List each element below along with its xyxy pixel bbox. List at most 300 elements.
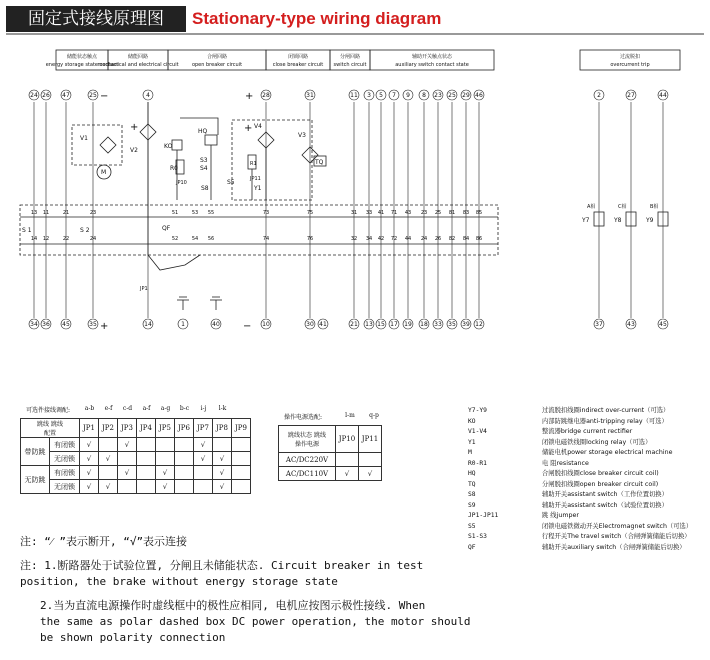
svg-text:24: 24	[30, 92, 38, 99]
terminal-top-27	[626, 90, 636, 100]
note-1-cn: 注: 1.断路器处于试验位置, 分闸且未储能状态. Circuit breaker in test	[20, 559, 424, 572]
mark-2-3	[137, 466, 156, 480]
note-symbols: 注: “⁄ ”表示断开, “√”表示连接	[20, 535, 188, 548]
pmark-1-1: √	[359, 467, 382, 481]
terminal-bot-37	[594, 319, 604, 329]
label-jp11: JP11	[250, 176, 261, 182]
title-en: Stationary-type wiring diagram	[192, 9, 442, 28]
svg-text:12: 12	[475, 321, 483, 328]
terminal-top-25b	[447, 90, 457, 100]
svg-text:7: 7	[392, 92, 396, 99]
label-y1: Y1	[254, 185, 262, 192]
mark-1-1: √	[99, 452, 118, 466]
terminal-bot-10	[261, 319, 271, 329]
terminal-bot-35b	[447, 319, 457, 329]
legend-desc: 闭锁电磁铁微动开关Electromagnet switch（可选）	[542, 522, 693, 530]
section-en-2: open breaker circuit	[191, 62, 243, 68]
svg-text:13: 13	[365, 321, 373, 328]
terminal-bot-35a	[88, 319, 98, 329]
legend-row	[468, 501, 692, 512]
mark-0-1	[99, 438, 118, 452]
aux-bot-10: 24	[420, 236, 428, 242]
jp-head-7: JP8	[213, 419, 232, 438]
svg-text:29: 29	[462, 92, 470, 99]
mark-2-0: √	[80, 466, 99, 480]
legend-code: R0-R1	[468, 459, 487, 467]
aux-top-5: 31	[350, 210, 358, 216]
aux-top-8: 71	[390, 210, 398, 216]
svg-text:17: 17	[390, 321, 398, 328]
svg-text:23: 23	[434, 92, 442, 99]
mark-1-6: √	[194, 452, 213, 466]
svg-text:10: 10	[262, 321, 270, 328]
aux-top-1: 53	[191, 210, 199, 216]
label-s8: S8	[201, 185, 209, 192]
legend-code: Y1	[468, 438, 476, 446]
legend-desc: 行程开关The travel switch（合闸弹簧储能后切换）	[542, 533, 691, 540]
terminal-top-3	[364, 90, 374, 100]
svg-text:46: 46	[475, 92, 483, 99]
section-cn-0: 储能状态触点	[66, 54, 98, 60]
s-bot-1: 12	[42, 236, 50, 242]
power-table-title: 操作电源选配:	[284, 414, 323, 421]
terminal-top-44	[658, 90, 668, 100]
mark-3-0: √	[80, 480, 99, 494]
coil-hq	[205, 135, 217, 145]
mark-2-5	[175, 466, 194, 480]
legend-code: S1-S3	[468, 533, 487, 540]
mark-2-8	[232, 466, 251, 480]
s-bot-2: 22	[62, 236, 70, 242]
svg-text:11: 11	[350, 92, 358, 99]
mark-3-1: √	[99, 480, 118, 494]
pjp-1: JP11	[359, 426, 382, 453]
title-cn: 固定式接线原理图	[6, 6, 186, 32]
sign-minus-25: −	[100, 91, 109, 102]
aux-top-11: 25	[434, 210, 442, 216]
mark-0-4	[156, 438, 175, 452]
terminal-bot-43	[626, 319, 636, 329]
aux-bot-2: 56	[207, 236, 215, 242]
group-0: 带防跳	[21, 438, 50, 466]
sub-1: 无闭锁	[50, 452, 80, 466]
label-hq: HQ	[198, 128, 208, 135]
pcode-1: q-p	[369, 412, 379, 419]
terminal-bot-36	[41, 319, 51, 329]
svg-text:34: 34	[30, 321, 38, 328]
power-row-1: AC/DC110V	[279, 467, 336, 481]
label-ko: KO	[164, 143, 173, 150]
aux-bot-11: 26	[434, 236, 442, 242]
svg-text:30: 30	[306, 321, 314, 328]
svg-text:4: 4	[146, 92, 150, 99]
aux-top-0: 51	[171, 210, 179, 216]
sign-plus-v2: +	[130, 122, 139, 133]
terminal-top-9	[403, 90, 413, 100]
mark-2-6	[194, 466, 213, 480]
note-2-cn: 2.当为直流电源操作时虚线框中的极性应相同, 电机应按图示极性接线. When	[40, 599, 426, 612]
svg-text:43: 43	[627, 321, 635, 328]
aux-top-6: 33	[365, 210, 373, 216]
s-top-2: 21	[62, 210, 70, 216]
terminal-wires	[34, 102, 663, 318]
table-row	[279, 453, 382, 467]
table-row	[279, 467, 382, 481]
mark-2-1	[99, 466, 118, 480]
aux-top-7: 41	[377, 210, 385, 216]
legend-desc: 跳 线jumper	[542, 512, 579, 519]
section-en-1: mechanical and electrical circuit	[97, 62, 179, 68]
legend-code: QF	[468, 543, 476, 551]
svg-text:1: 1	[181, 321, 185, 328]
jumper-head2: 配置	[43, 430, 56, 437]
legend-desc: 电 阻resistance	[542, 459, 589, 467]
note-2-en2: be shown polarity connection	[40, 631, 226, 644]
sub-3: 无闭锁	[50, 480, 80, 494]
sign-plus-v4: +	[244, 123, 253, 134]
legend-desc: 内部防跳继电器anti-tripping relay（可选）	[542, 417, 668, 425]
terminal-top-7	[389, 90, 399, 100]
terminal-bot-34	[29, 319, 39, 329]
mark-3-8	[232, 480, 251, 494]
mark-0-0: √	[80, 438, 99, 452]
rectifier-v1	[100, 137, 116, 153]
terminal-bot-30	[305, 319, 315, 329]
svg-text:35: 35	[448, 321, 456, 328]
terminal-top-8	[419, 90, 429, 100]
aux-bot-4: 76	[306, 236, 314, 242]
terminal-top-24	[29, 90, 39, 100]
jp-head-3: JP4	[137, 419, 156, 438]
legend-desc: 合闸脱扣线圈close breaker circuit coil)	[542, 470, 659, 477]
jumper-head	[21, 419, 80, 438]
legend-row	[468, 522, 692, 533]
aux-top-13: 83	[462, 210, 470, 216]
svg-text:33: 33	[434, 321, 442, 328]
svg-text:31: 31	[306, 92, 314, 99]
svg-text:2: 2	[597, 92, 601, 99]
label-v1: V1	[80, 135, 88, 142]
svg-text:44: 44	[659, 92, 667, 99]
terminal-top-46	[474, 90, 484, 100]
jp-head-8: JP9	[232, 419, 251, 438]
legend-row	[468, 406, 692, 417]
section-en-6: overcurrent trip	[610, 62, 650, 68]
svg-text:47: 47	[62, 92, 70, 99]
svg-text:18: 18	[420, 321, 428, 328]
relay-ko	[172, 140, 182, 150]
label-y7: Y7	[582, 217, 590, 224]
legend-code: HQ	[468, 470, 476, 477]
terminal-bot-14	[143, 319, 153, 329]
aux-bot-13: 84	[462, 236, 470, 242]
aux-bot-1: 54	[191, 236, 199, 242]
group-1: 无防跳	[21, 466, 50, 494]
legend-code: TQ	[468, 480, 476, 488]
section-cn-3: 闭锁回路	[287, 54, 309, 60]
legend-code: KO	[468, 417, 476, 425]
s-bot-0: 14	[30, 236, 38, 242]
sign-plus-35: +	[100, 321, 109, 332]
legend-row	[468, 448, 692, 459]
svg-text:19: 19	[404, 321, 412, 328]
label-v4: V4	[254, 123, 262, 130]
legend-desc: 辅助开关assistant switch（工作位置切换）	[542, 491, 668, 498]
label-phase-b: B相	[650, 204, 659, 210]
legend-desc: 过流脱扣线圈indirect over-current（可选）	[542, 407, 670, 414]
aux-bot-14: 86	[475, 236, 483, 242]
power-head1: 跳线状态 跳线	[288, 432, 326, 439]
terminal-top-29	[461, 90, 471, 100]
terminal-bot-40	[211, 319, 221, 329]
svg-text:21: 21	[350, 321, 358, 328]
mark-3-5	[175, 480, 194, 494]
svg-text:14: 14	[144, 321, 152, 328]
label-m: M	[101, 169, 107, 176]
label-s4: S4	[200, 165, 208, 172]
power-codes	[338, 412, 386, 419]
table-row	[21, 466, 251, 480]
terminal-bot-21	[349, 319, 359, 329]
aux-bot-6: 34	[365, 236, 373, 242]
aux-top-12: 81	[448, 210, 456, 216]
pjp-0: JP10	[336, 426, 359, 453]
s-bot-3: 24	[89, 236, 97, 242]
svg-text:45: 45	[62, 321, 70, 328]
sign-minus-10: −	[243, 321, 252, 332]
s-top-3: 23	[89, 210, 97, 216]
legend-desc: 闭锁电磁铁线圈locking relay（可选）	[542, 438, 652, 446]
svg-text:25: 25	[448, 92, 456, 99]
label-y9: Y9	[646, 217, 654, 224]
aux-bot-0: 52	[171, 236, 179, 242]
legend-row	[468, 438, 692, 449]
label-tq: TQ	[315, 159, 324, 166]
jp-head-6: JP7	[194, 419, 213, 438]
mark-1-4	[156, 452, 175, 466]
terminal-bot-1	[178, 319, 188, 329]
legend-code: S8	[468, 491, 476, 498]
svg-text:25: 25	[89, 92, 97, 99]
label-s3: S3	[200, 157, 208, 164]
terminal-top-4	[143, 90, 153, 100]
ground-symbols	[177, 297, 222, 310]
jumper-table-title: 可选件接线调配:	[26, 407, 71, 414]
mark-1-0: √	[80, 452, 99, 466]
legend-row	[468, 532, 692, 543]
aux-top-2: 55	[207, 210, 215, 216]
jumper-head1: 跳线 跳线	[37, 421, 63, 428]
svg-text:8: 8	[422, 92, 426, 99]
pmark-1-0: √	[336, 467, 359, 481]
section-cn-6: 过流脱扣	[619, 54, 641, 60]
legend-row	[468, 543, 692, 554]
terminal-top-11	[349, 90, 359, 100]
label-phase-a: A相	[587, 204, 596, 210]
legend-desc: 分闸脱扣线圈open breaker circuit coil)	[542, 480, 659, 488]
terminal-bot-19	[403, 319, 413, 329]
s-top-1: 11	[42, 210, 50, 216]
svg-text:3: 3	[367, 92, 371, 99]
terminal-bot-41	[318, 319, 328, 329]
label-s5: S5	[227, 179, 235, 186]
sub-2: 有闭锁	[50, 466, 80, 480]
label-qf: QF	[162, 225, 171, 232]
legend-desc: 辅助开关auxiliary switch（合闸弹簧储能后切换）	[542, 543, 686, 551]
legend	[468, 406, 692, 553]
terminal-top-2	[594, 90, 604, 100]
label-v2: V2	[130, 147, 138, 154]
svg-text:28: 28	[262, 92, 270, 99]
terminal-top-5	[376, 90, 386, 100]
jumper-table	[20, 418, 251, 494]
note-1-en: position, the brake without energy storage state	[20, 575, 338, 588]
section-cn-5: 辅助开关触点状态	[411, 54, 453, 60]
sub-0: 有闭锁	[50, 438, 80, 452]
mark-0-3	[137, 438, 156, 452]
power-table	[278, 425, 382, 481]
svg-text:40: 40	[212, 321, 220, 328]
mark-0-7	[213, 438, 232, 452]
pmark-0-1	[359, 453, 382, 467]
jp-head-1: JP2	[99, 419, 118, 438]
code-3: a-f	[142, 405, 151, 412]
terminal-top-23	[433, 90, 443, 100]
legend-row	[468, 459, 692, 470]
aux-bot-5: 32	[350, 236, 358, 242]
mark-1-2	[118, 452, 137, 466]
section-en-3: close breaker circuit	[272, 62, 324, 68]
pmark-0-0	[336, 453, 359, 467]
note-2-en1: the same as polar dashed box DC power operation, the motor should	[40, 615, 471, 628]
legend-code: S5	[468, 522, 476, 530]
terminal-top-47	[61, 90, 71, 100]
terminal-bot-17	[389, 319, 399, 329]
label-jp1: JP1	[140, 286, 148, 292]
terminal-top-25a	[88, 90, 98, 100]
legend-row	[468, 417, 692, 428]
label-s2: S 2	[80, 227, 90, 234]
section-cn-2: 合闸回路	[206, 54, 228, 60]
aux-bot-3: 74	[262, 236, 270, 242]
mark-0-2: √	[118, 438, 137, 452]
legend-code: JP1-JP11	[468, 512, 499, 519]
svg-text:45: 45	[659, 321, 667, 328]
terminal-top-26	[41, 90, 51, 100]
mark-3-4: √	[156, 480, 175, 494]
svg-text:5: 5	[379, 92, 383, 99]
power-head2: 操作电源	[294, 441, 319, 448]
svg-text:15: 15	[377, 321, 385, 328]
mark-2-7: √	[213, 466, 232, 480]
mark-3-2	[118, 480, 137, 494]
svg-text:26: 26	[42, 92, 50, 99]
terminal-bot-39	[461, 319, 471, 329]
mark-0-6: √	[194, 438, 213, 452]
legend-desc: 辅助开关assistant switch（试验位置切换）	[542, 501, 668, 509]
section-en-5: auxiliary switch contact state	[395, 62, 469, 68]
legend-code: Y7-Y9	[468, 407, 487, 414]
aux-top-10: 23	[420, 210, 428, 216]
power-row-0: AC/DC220V	[279, 453, 336, 467]
aux-top-9: 43	[404, 210, 412, 216]
mark-3-6	[194, 480, 213, 494]
terminal-bot-45b	[658, 319, 668, 329]
aux-top-3: 73	[262, 210, 270, 216]
section-en-0: energy storage state contact	[45, 62, 119, 68]
table-row	[21, 438, 251, 452]
label-r0: R0	[170, 165, 178, 172]
terminal-bot-12	[474, 319, 484, 329]
code-5: b-c	[179, 405, 190, 412]
svg-text:36: 36	[42, 321, 50, 328]
terminal-bot-18	[419, 319, 429, 329]
legend-code: V1-V4	[468, 428, 487, 435]
terminal-top-31	[305, 90, 315, 100]
mark-0-5	[175, 438, 194, 452]
label-v3: V3	[298, 132, 306, 139]
label-s1: S 1	[22, 227, 32, 234]
svg-text:39: 39	[462, 321, 470, 328]
code-0: a-b	[84, 405, 95, 412]
pcode-0: l-m	[345, 412, 355, 419]
legend-desc: 储能电机power storage electrical machine	[542, 449, 673, 456]
legend-code: S9	[468, 501, 476, 509]
mark-2-2: √	[118, 466, 137, 480]
aux-bot-7: 42	[377, 236, 385, 242]
label-phase-c: C相	[618, 204, 627, 210]
mark-2-4: √	[156, 466, 175, 480]
aux-bot-8: 72	[390, 236, 398, 242]
mark-1-7: √	[213, 452, 232, 466]
jumper-codes	[80, 405, 232, 412]
svg-text:37: 37	[595, 321, 603, 328]
legend-row	[468, 490, 692, 501]
aux-bot-9: 44	[404, 236, 412, 242]
legend-row	[468, 469, 692, 480]
aux-top-4: 75	[306, 210, 314, 216]
label-jp10: JP10	[176, 180, 187, 186]
section-en-4: switch circuit	[333, 62, 367, 68]
mark-1-3	[137, 452, 156, 466]
table-row	[21, 452, 251, 466]
section-cn-4: 分闸回路	[339, 54, 361, 60]
legend-row	[468, 427, 692, 438]
code-6: i-j	[200, 405, 207, 412]
aux-bot-12: 82	[448, 236, 456, 242]
svg-text:9: 9	[406, 92, 410, 99]
terminal-bot-15	[376, 319, 386, 329]
table-row	[21, 480, 251, 494]
terminal-bot-45a	[61, 319, 71, 329]
svg-text:35: 35	[89, 321, 97, 328]
sign-plus-28: +	[245, 91, 254, 102]
code-2: c-d	[122, 405, 133, 412]
s-top-0: 13	[30, 210, 38, 216]
aux-top-14: 85	[475, 210, 483, 216]
code-1: e-f	[104, 405, 113, 412]
jp-head-5: JP6	[175, 419, 194, 438]
terminal-top-28	[261, 90, 271, 100]
mark-3-7: √	[213, 480, 232, 494]
code-4: a-g	[160, 405, 171, 412]
jp-head-4: JP5	[156, 419, 175, 438]
label-y8: Y8	[614, 217, 622, 224]
power-head	[279, 426, 336, 453]
jp-head-2: JP3	[118, 419, 137, 438]
mark-3-3	[137, 480, 156, 494]
code-7: l-k	[218, 405, 227, 412]
